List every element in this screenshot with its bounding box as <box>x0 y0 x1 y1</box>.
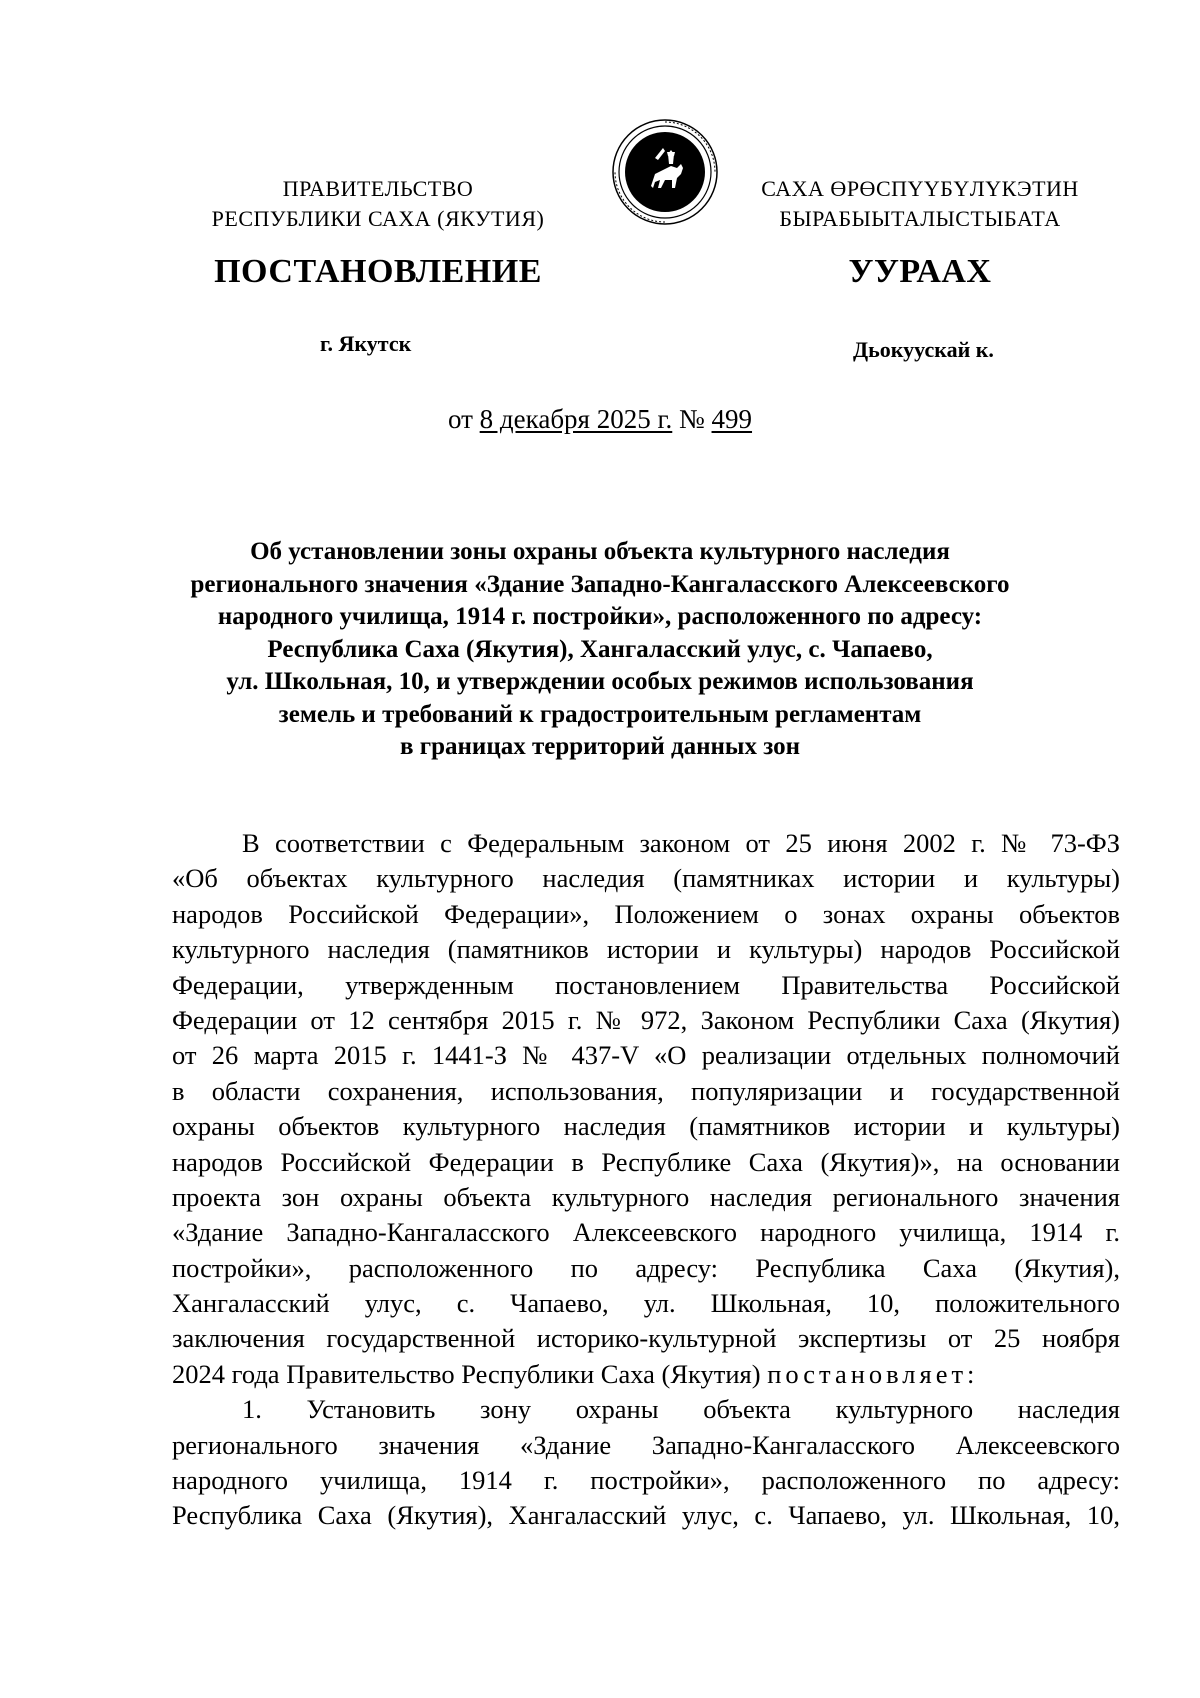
body-line-resolves <box>172 1357 1120 1392</box>
point-1-line: регионального значения «Здание Западно-Кангаласского Алексеевского <box>172 1429 1120 1460</box>
government-name-sakha <box>710 174 1130 234</box>
body-line: заключения государственной историко-культурной экспертизы от 25 ноября <box>172 1323 1120 1354</box>
body-line: культурного наследия (памятников истории и культуры) народов Российской <box>172 934 1120 965</box>
body-line: проекта зон охраны объекта культурного наследия регионального значения <box>172 1181 1120 1212</box>
body-line: Федерации, утвержденным постановлением Правительства Российской <box>172 969 1120 1000</box>
document-title <box>150 536 1050 764</box>
document-body <box>172 826 1120 1534</box>
body-line: народов Российской Федерации в Республике Саха (Якутия)», на основании <box>172 1146 1120 1177</box>
date-prefix: от <box>447 404 480 434</box>
point-1-line: 1. Установить зону охраны объекта культурного наследия <box>242 1394 1120 1425</box>
body-line: в области сохранения, использования, популяризации и государственной <box>172 1075 1120 1106</box>
title-line: Республика Саха (Якутия), Хангаласский улус, с. Чапаево, <box>267 635 933 663</box>
org-line: ПРАВИТЕЛЬСТВО <box>282 176 474 201</box>
body-line: от 26 марта 2015 г. 1441-З № 437-V «О реализации отдельных полномочий <box>172 1040 1120 1071</box>
doc-type-sakha: УУРААХ <box>848 253 992 290</box>
body-line: охраны объектов культурного наследия (памятников истории и культуры) <box>172 1111 1120 1142</box>
body-line: Федерации от 12 сентября 2015 г. № 972, Законом Республики Саха (Якутия) <box>172 1004 1120 1035</box>
body-line: Хангаласский улус, с. Чапаево, ул. Школьная, 10, положительного <box>172 1288 1120 1319</box>
point-1-line: Республика Саха (Якутия), Хангаласский улус, с. Чапаево, ул. Школьная, 10, <box>172 1500 1120 1531</box>
org-line: САХА ӨРӨСПҮҮБҮЛҮКЭТИН <box>761 176 1079 201</box>
document-date: 8 декабря 2025 г. <box>479 404 673 434</box>
document-number: 499 <box>711 404 753 434</box>
title-line: в границах территорий данных зон <box>400 733 800 760</box>
body-line: народов Российской Федерации», Положением о зонах охраны объектов <box>172 898 1120 929</box>
number-sign: № <box>672 404 712 434</box>
title-line: земель и требований к градостроительным регламентам <box>278 700 922 728</box>
body-line: «Здание Западно-Кангаласского Алексеевского народного училища, 1914 г. <box>172 1217 1120 1248</box>
org-line: БЫРАБЫЫТАЛЫСТЫБАТА <box>779 206 1061 231</box>
body-line: «Об объектах культурного наследия (памятниках истории и культуры) <box>172 863 1120 894</box>
title-line: Об установлении зоны охраны объекта культурного наследия <box>250 538 950 565</box>
resolves-prefix: 2024 года Правительство Республики Саха (Якутия) <box>172 1358 768 1389</box>
title-line: регионального значения «Здание Западно-Кангаласского Алексеевского <box>190 570 1010 598</box>
doc-type-russian: ПОСТАНОВЛЕНИЕ <box>214 253 542 290</box>
org-line: РЕСПУБЛИКИ САХА (ЯКУТИЯ) <box>211 206 545 231</box>
resolves-word: постановляет: <box>767 1358 979 1389</box>
title-line: ул. Школьная, 10, и утверждении особых режимов использования <box>226 668 974 695</box>
title-line: народного училища, 1914 г. постройки», расположенного по адресу: <box>217 603 983 630</box>
document-date-number <box>0 402 1200 436</box>
city-russian: г. Якутск <box>320 331 412 356</box>
government-name-russian <box>168 174 588 234</box>
city-sakha: Дьокуускай к. <box>853 337 994 362</box>
point-1-line: народного училища, 1914 г. постройки», расположенного по адресу: <box>172 1465 1120 1496</box>
body-line: постройки», расположенного по адресу: Республика Саха (Якутия), <box>172 1252 1120 1283</box>
body-line: В соответствии с Федеральным законом от 25 июня 2002 г. № 73-ФЗ <box>242 828 1120 858</box>
coat-of-arms-sakha-icon <box>611 118 719 226</box>
